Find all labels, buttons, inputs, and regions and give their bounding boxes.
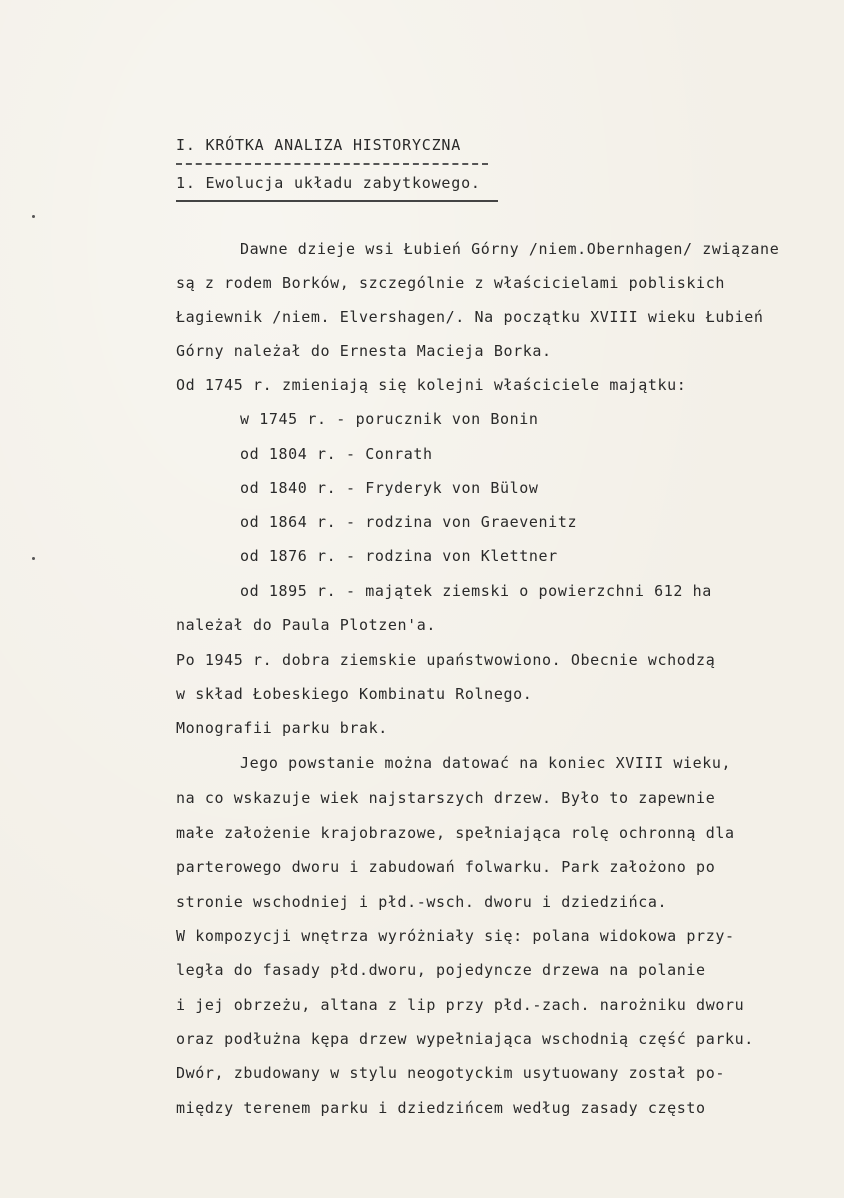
text-line: Od 1745 r. zmieniają się kolejni właściciele majątku: (176, 376, 687, 394)
heading-dashed-rule (176, 163, 488, 165)
margin-mark (32, 215, 35, 218)
owner-list-item: od 1876 r. - rodzina von Klettner (240, 547, 558, 565)
owner-list-item: od 1895 r. - majątek ziemski o powierzchni 612 ha (240, 582, 712, 600)
owner-list-item: w 1745 r. - porucznik von Bonin (240, 410, 539, 428)
text-line: na co wskazuje wiek najstarszych drzew. Było to zapewnie (176, 789, 716, 807)
text-line: legła do fasady płd.dworu, pojedyncze drzewa na polanie (176, 961, 706, 979)
subsection-heading: 1. Ewolucja układu zabytkowego. (176, 174, 481, 192)
text-line: w skład Łobeskiego Kombinatu Rolnego. (176, 685, 533, 703)
text-line: Górny należał do Ernesta Macieja Borka. (176, 342, 552, 360)
text-line: stronie wschodniej i płd.-wsch. dworu i dziedzińca. (176, 893, 668, 911)
owner-list-item: od 1840 r. - Fryderyk von Bülow (240, 479, 539, 497)
text-line: oraz podłużna kępa drzew wypełniająca wschodnią część parku. (176, 1030, 754, 1048)
text-line: Jego powstanie można datować na koniec XVIII wieku, (240, 754, 732, 772)
owner-list-item: od 1804 r. - Conrath (240, 445, 433, 463)
owner-list-item: od 1864 r. - rodzina von Graevenitz (240, 513, 578, 531)
text-line: są z rodem Borków, szczególnie z właścicielami pobliskich (176, 274, 725, 292)
text-line: Łagiewnik /niem. Elvershagen/. Na początku XVIII wieku Łubień (176, 308, 764, 326)
text-line: Po 1945 r. dobra ziemskie upaństwowiono. Obecnie wchodzą (176, 651, 716, 669)
text-line: należał do Paula Plotzen'a. (176, 616, 437, 634)
margin-mark (32, 557, 35, 560)
text-line: parterowego dworu i zabudowań folwarku. Park założono po (176, 858, 716, 876)
text-line: i jej obrzeżu, altana z lip przy płd.-zach. narożniku dworu (176, 996, 745, 1014)
text-line: W kompozycji wnętrza wyróżniały się: polana widokowa przy- (176, 927, 735, 945)
text-line: małe założenie krajobrazowe, spełniająca rolę ochronną dla (176, 824, 735, 842)
text-line: Monografii parku brak. (176, 719, 388, 737)
section-heading: I. KRÓTKA ANALIZA HISTORYCZNA (176, 136, 462, 154)
text-line: Dawne dzieje wsi Łubień Górny /niem.Obernhagen/ związane (240, 240, 780, 258)
subheading-underline (176, 200, 498, 202)
text-line: między terenem parku i dziedzińcem według zasady często (176, 1099, 706, 1117)
text-line: Dwór, zbudowany w stylu neogotyckim usytuowany został po- (176, 1064, 725, 1082)
